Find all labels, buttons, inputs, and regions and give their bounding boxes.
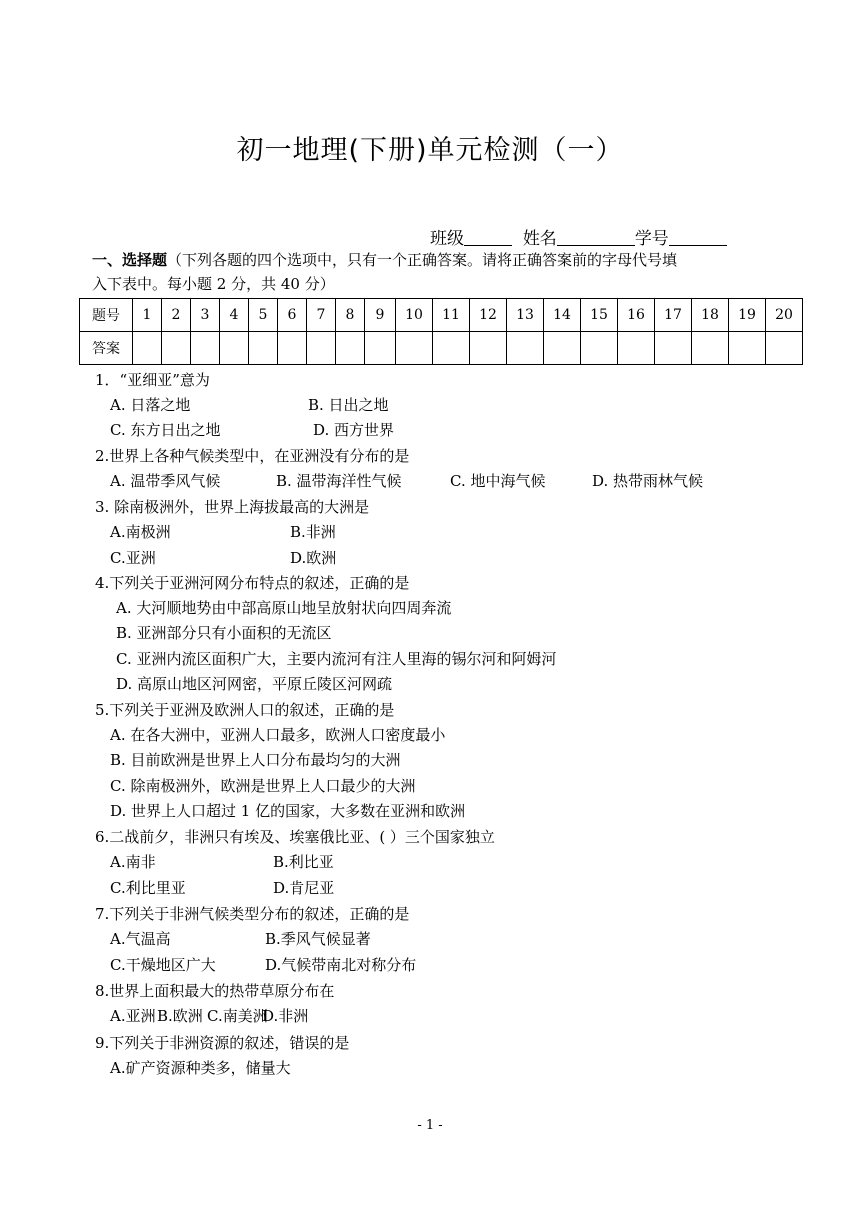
answer-option[interactable]: A.南非: [110, 853, 156, 871]
answer-option[interactable]: D. 西方世界: [313, 421, 395, 439]
answer-cell[interactable]: [336, 332, 365, 365]
answer-option[interactable]: B. 目前欧洲是世界上人口分布最均匀的大洲: [110, 751, 401, 769]
answer-cell[interactable]: [618, 332, 655, 365]
question-stem: 7.下列关于非洲气候类型分布的叙述，正确的是: [95, 905, 410, 923]
answer-cell[interactable]: [307, 332, 336, 365]
question-stem: 2.世界上各种气候类型中，在亚洲没有分布的是: [95, 447, 410, 465]
answer-option[interactable]: C. 亚洲内流区面积广大，主要内流河有注人里海的锡尔河和阿姆河: [116, 650, 557, 668]
answer-option[interactable]: B. 温带海洋性气候: [276, 472, 402, 490]
class-label: 班级: [430, 229, 464, 249]
answer-cell[interactable]: [365, 332, 396, 365]
answer-option[interactable]: C. 地中海气候: [450, 472, 546, 490]
instructions-line2: 入下表中。每小题 2 分，共 40 分）: [92, 275, 335, 293]
question-number-cell: 15: [581, 299, 618, 332]
question-stem: 4.下列关于亚洲河网分布特点的叙述，正确的是: [95, 574, 410, 592]
section-heading: 一、选择题: [92, 251, 168, 269]
question-stem: 6.二战前夕，非洲只有埃及、埃塞俄比亚、( ）三个国家独立: [95, 828, 495, 846]
answer-cell[interactable]: [162, 332, 191, 365]
answer-cell[interactable]: [729, 332, 766, 365]
answer-option[interactable]: D. 世界上人口超过 1 亿的国家，大多数在亚洲和欧洲: [110, 802, 466, 820]
table-row-answers: [80, 332, 803, 365]
question-number-cell: 10: [396, 299, 433, 332]
answer-option[interactable]: C.干燥地区广大: [110, 956, 216, 974]
answer-option[interactable]: D. 热带雨林气候: [592, 472, 704, 490]
question-number-cell: 13: [507, 299, 544, 332]
question-number-cell: 20: [766, 299, 803, 332]
answer-option[interactable]: B.季风气候显著: [265, 930, 371, 948]
question-number-cell: 6: [278, 299, 307, 332]
answer-cell[interactable]: [766, 332, 803, 365]
name-label: 姓名: [522, 229, 557, 249]
answer-table: [79, 298, 803, 365]
answer-option[interactable]: D.气候带南北对称分布: [265, 956, 417, 974]
section-instructions: [92, 248, 792, 296]
answer-cell[interactable]: [249, 332, 278, 365]
question-number-cell: 12: [470, 299, 507, 332]
class-blank[interactable]: [464, 228, 512, 246]
question-number-cell: 11: [433, 299, 470, 332]
question-number-cell: 4: [220, 299, 249, 332]
answer-option[interactable]: C.亚洲: [110, 549, 156, 567]
answer-cell[interactable]: [133, 332, 162, 365]
number-header: 题号: [80, 299, 133, 332]
question-number-cell: 1: [133, 299, 162, 332]
answer-option[interactable]: C. 东方日出之地: [110, 421, 221, 439]
id-blank[interactable]: [669, 228, 727, 246]
question-stem: 1．“亚细亚”意为: [95, 371, 210, 389]
question-number-cell: 2: [162, 299, 191, 332]
instructions-line1: （下列各题的四个选项中，只有一个正确答案。请将正确答案前的字母代号填: [167, 251, 678, 269]
answer-option[interactable]: A.南极洲: [110, 523, 171, 541]
page-number: - 1 -: [417, 1118, 443, 1133]
answer-option[interactable]: A.亚洲: [110, 1007, 156, 1025]
id-label: 学号: [634, 229, 669, 249]
answer-cell[interactable]: [581, 332, 618, 365]
question-number-cell: 3: [191, 299, 220, 332]
question-number-cell: 8: [336, 299, 365, 332]
page-title: 初一地理(下册)单元检测（一）: [236, 135, 624, 166]
question-number-cell: 16: [618, 299, 655, 332]
answer-option[interactable]: D. 高原山地区河网密，平原丘陵区河网疏: [116, 675, 393, 693]
question-number-cell: 17: [655, 299, 692, 332]
answer-option[interactable]: A.矿产资源种类多，储量大: [110, 1059, 291, 1077]
answer-option[interactable]: B.欧洲: [157, 1007, 203, 1025]
answer-option[interactable]: C.南美洲: [207, 1007, 268, 1025]
answer-option[interactable]: B. 亚洲部分只有小面积的无流区: [116, 624, 332, 642]
answer-cell[interactable]: [692, 332, 729, 365]
answer-cell[interactable]: [470, 332, 507, 365]
question-number-cell: 14: [544, 299, 581, 332]
answer-option[interactable]: D.肯尼亚: [273, 879, 335, 897]
answer-option[interactable]: D.欧洲: [290, 549, 337, 567]
answer-header: 答案: [80, 332, 133, 365]
answer-option[interactable]: B.利比亚: [273, 853, 334, 871]
name-blank[interactable]: [557, 228, 635, 246]
question-number-cell: 18: [692, 299, 729, 332]
question-number-cell: 7: [307, 299, 336, 332]
student-info: [430, 224, 727, 249]
question-stem: 5.下列关于亚洲及欧洲人口的叙述，正确的是: [95, 701, 395, 719]
answer-cell[interactable]: [396, 332, 433, 365]
answer-option[interactable]: D.非洲: [262, 1007, 309, 1025]
question-number-cell: 19: [729, 299, 766, 332]
answer-option[interactable]: A. 大河顺地势由中部高原山地呈放射状向四周奔流: [116, 599, 452, 617]
question-number-cell: 5: [249, 299, 278, 332]
answer-cell[interactable]: [655, 332, 692, 365]
question-stem: 9.下列关于非洲资源的叙述，错误的是: [95, 1034, 350, 1052]
question-stem: 3. 除南极洲外，世界上海拔最高的大洲是: [95, 498, 370, 516]
answer-cell[interactable]: [544, 332, 581, 365]
answer-option[interactable]: C.利比里亚: [110, 879, 186, 897]
answer-option[interactable]: A. 在各大洲中，亚洲人口最多，欧洲人口密度最小: [110, 726, 446, 744]
answer-option[interactable]: A. 日落之地: [110, 396, 191, 414]
answer-cell[interactable]: [433, 332, 470, 365]
answer-option[interactable]: A. 温带季风气候: [110, 472, 221, 490]
question-number-cell: 9: [365, 299, 396, 332]
answer-option[interactable]: B.非洲: [290, 523, 336, 541]
answer-cell[interactable]: [220, 332, 249, 365]
table-row-numbers: [80, 299, 803, 332]
answer-cell[interactable]: [278, 332, 307, 365]
answer-cell[interactable]: [191, 332, 220, 365]
question-stem: 8.世界上面积最大的热带草原分布在: [95, 982, 335, 1000]
answer-cell[interactable]: [507, 332, 544, 365]
answer-option[interactable]: A.气温高: [110, 930, 171, 948]
answer-option[interactable]: B. 日出之地: [308, 396, 389, 414]
answer-option[interactable]: C. 除南极洲外，欧洲是世界上人口最少的大洲: [110, 777, 416, 795]
